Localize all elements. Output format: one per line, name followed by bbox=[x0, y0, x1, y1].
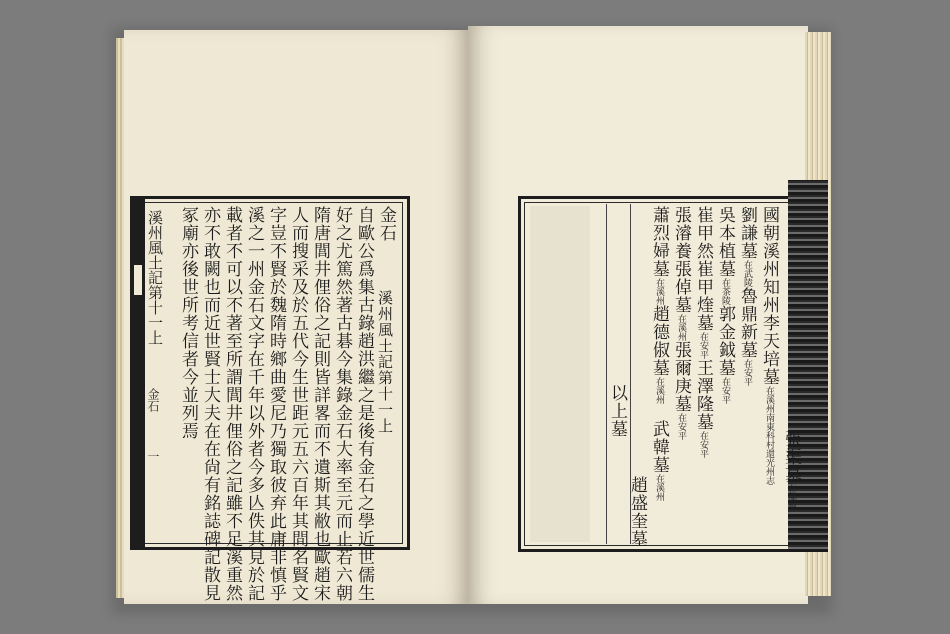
text-column-3: 隋唐閭井俚俗之記則皆詳畧而不遺斯其敝也歐趙宋 bbox=[310, 206, 330, 602]
section-closing: 以上墓 bbox=[607, 384, 627, 438]
entry-note: 在溪州 bbox=[654, 278, 664, 305]
text-column-9: 冢廟亦後世所考信者今並列焉 bbox=[178, 206, 198, 440]
entry-note: 在溪州 bbox=[654, 377, 664, 404]
text-column-5: 字豈不賢於魏隋時鄉曲愛尼乃獨取彼弃此庸非慎乎 bbox=[266, 206, 286, 602]
entry-main: 郭金鉞墓 bbox=[715, 305, 735, 377]
entry-column-6 bbox=[650, 206, 667, 404]
entry-note: 在武陵 bbox=[742, 260, 752, 287]
entry-note: 在茶陵 bbox=[720, 278, 730, 305]
entry-note: 在安平 bbox=[698, 431, 708, 458]
margin-title: 溪州風土記第十一上 bbox=[146, 210, 164, 345]
entry-note: 在安平 bbox=[698, 332, 708, 359]
margin-folio: 一 bbox=[146, 450, 160, 462]
entry-main: 吳本植墓 bbox=[715, 206, 735, 278]
entry-main: 張濬養張倬墓 bbox=[671, 206, 691, 314]
left-page-heading: 金石 bbox=[376, 206, 396, 242]
entry-main: 趙德俶墓 bbox=[649, 305, 669, 377]
entry-column-5 bbox=[672, 206, 689, 440]
text-column-7: 載者不可以不著至所謂閭井俚俗之記雖不足溪重然 bbox=[222, 206, 242, 602]
entry-column-3 bbox=[716, 206, 733, 404]
left-margin-title: 溪州風土記第十一上 bbox=[376, 290, 394, 434]
entry-note: 在溪州 bbox=[676, 314, 686, 341]
entry-column-8 bbox=[628, 476, 645, 548]
entry-column-4 bbox=[694, 206, 711, 458]
text-column-2: 好之尤篤然著古碁今集錄金石大率至元而止若六朝 bbox=[332, 206, 352, 602]
text-column-6: 溪之一州金石文字在千年以外者今多亾佚其見於記 bbox=[244, 206, 264, 602]
entry-note: 在安平 bbox=[742, 359, 752, 386]
fish-tail-mark bbox=[134, 265, 142, 295]
entry-note: 在溪州 bbox=[654, 474, 664, 501]
entry-main: 崔甲然崔甲煃墓 bbox=[693, 206, 713, 332]
entry-main: 魯鼎新墓 bbox=[737, 287, 757, 359]
entry-column-2 bbox=[738, 206, 755, 386]
entry-main: 蕭烈婦墓 bbox=[649, 206, 669, 278]
entry-note: 在溪州 bbox=[786, 484, 796, 511]
entry-column-9 bbox=[782, 430, 799, 511]
entry-note: 在溪州南東科村還光州志 bbox=[764, 386, 774, 485]
entry-column-7 bbox=[650, 420, 667, 501]
entry-main: 武韓墓 bbox=[649, 420, 669, 474]
entry-main: 劉謙墓 bbox=[737, 206, 757, 260]
column-rule bbox=[606, 204, 607, 544]
bleed-through-area bbox=[530, 206, 590, 542]
entry-column-1 bbox=[760, 206, 777, 485]
entry-main: 張渠墓 bbox=[781, 430, 801, 484]
entry-main: 趙盛奎墓 bbox=[627, 476, 647, 548]
text-column-4: 人而搜采及於五代今生世距元五六百年其間名賢文 bbox=[288, 206, 308, 602]
text-column-1: 自歐公爲集古錄趙洪繼之是後有金石之學近世儒生 bbox=[354, 206, 374, 602]
left-spine-band bbox=[131, 196, 145, 550]
entry-note: 在安平 bbox=[676, 413, 686, 440]
entry-main: 王澤隆墓 bbox=[693, 359, 713, 431]
entry-main: 國朝溪州知州李天培墓 bbox=[759, 206, 779, 386]
entry-note: 在安平 bbox=[720, 377, 730, 404]
margin-section: 金石 bbox=[146, 388, 160, 412]
entry-main: 張爾庚墓 bbox=[671, 341, 691, 413]
text-column-8: 亦不敢闕也而近世賢士大夫在在尙有銘誌碑記散見 bbox=[200, 206, 220, 602]
